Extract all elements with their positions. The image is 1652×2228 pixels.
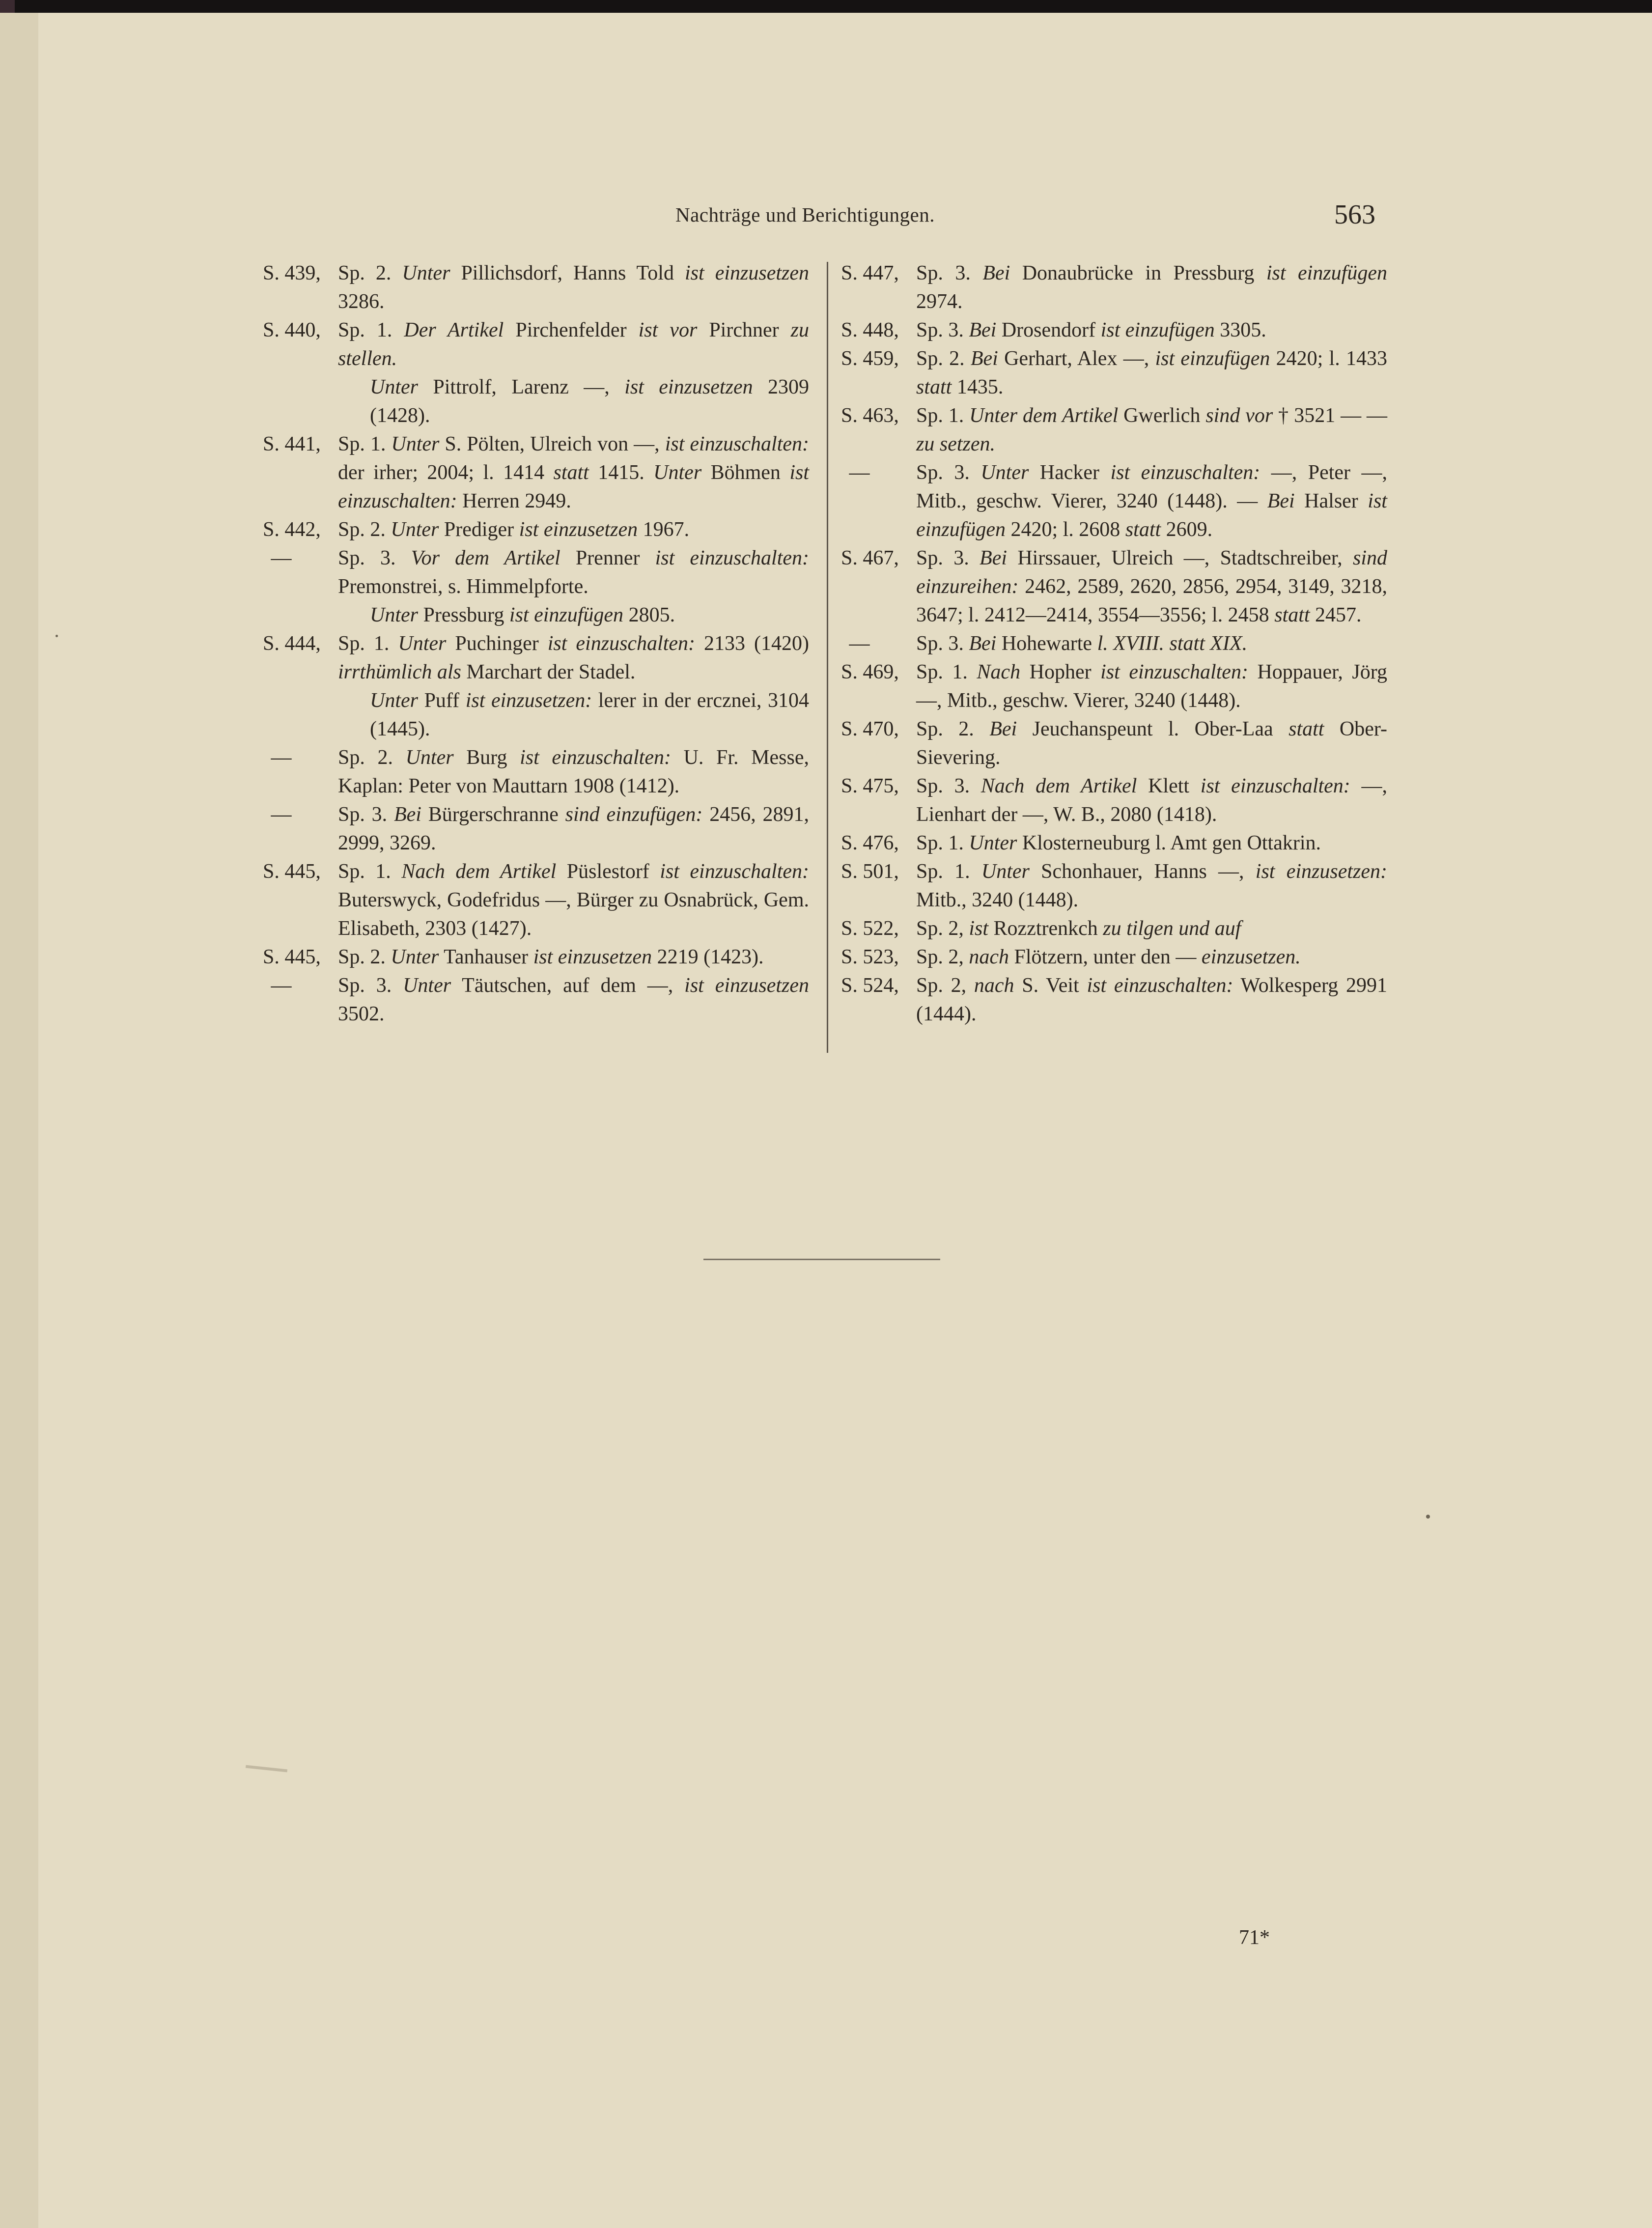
left-column	[263, 259, 809, 1028]
page-reference: S. 448,	[841, 319, 899, 341]
entry-text: Sp. 2. Unter Pillichsdorf, Hanns Told ist einzusetzen 3286.	[338, 262, 809, 313]
page-reference: S. 522,	[841, 917, 899, 940]
page-reference: S. 440,	[263, 319, 321, 341]
entry-text: Sp. 2. Bei Jeuchanspeunt l. Ober-Laa statt Ober-Sievering.	[916, 718, 1387, 769]
erratum-entry	[263, 857, 809, 943]
page-reference: S. 447,	[841, 262, 899, 284]
erratum-entry	[841, 458, 1387, 544]
page-reference: —	[849, 461, 870, 484]
entry-text: Sp. 3. Bei Drosendorf ist einzufügen 3305.	[916, 319, 1266, 341]
page-reference: S. 469,	[841, 661, 899, 683]
signature-mark: 71*	[1239, 1926, 1270, 1949]
entry-text: Sp. 2. Unter Tanhauser ist einzusetzen 2219 (1423).	[338, 946, 764, 968]
entry-text: Sp. 1. Nach dem Artikel Püslestorf ist einzuschalten: Buterswyck, Godefridus —, Bürger zu Osnabrück, Gem. Elisabeth, 2303 (1427).	[338, 860, 809, 940]
erratum-entry	[263, 943, 809, 971]
page-reference: S. 445,	[263, 946, 321, 968]
page-reference: S. 467,	[841, 547, 899, 569]
erratum-entry	[841, 259, 1387, 316]
erratum-entry	[263, 800, 809, 857]
page-reference: —	[271, 746, 292, 769]
page-reference: —	[271, 803, 292, 826]
erratum-entry	[841, 316, 1387, 344]
entry-text: Sp. 1. Unter S. Pölten, Ulreich von —, ist einzuschalten: der irher; 2004; l. 1414 statt 1415. Unter Böhmen ist einzuschalten: Herren 2949.	[338, 433, 810, 512]
page-reference: S. 475,	[841, 775, 899, 797]
entry-text: Sp. 3. Bei Donaubrücke in Pressburg ist einzufügen 2974.	[916, 262, 1387, 313]
entry-text: Sp. 1. Unter Klosterneuburg l. Amt gen Ottakrin.	[916, 832, 1321, 854]
erratum-entry	[841, 544, 1387, 629]
erratum-entry	[841, 629, 1387, 658]
entry-text: Unter Puff ist einzusetzen: lerer in der ercznei, 3104 (1445).	[370, 689, 809, 740]
scan-top-border	[0, 0, 1652, 13]
erratum-entry	[263, 971, 809, 1028]
entry-text: Sp. 3. Vor dem Artikel Prenner ist einzuschalten: Premonstrei, s. Himmelpforte.	[338, 547, 810, 598]
entry-text: Sp. 2. Bei Gerhart, Alex —, ist einzufügen 2420; l. 1433 statt 1435.	[916, 347, 1387, 398]
page-reference: S. 524,	[841, 974, 899, 997]
entry-text: Sp. 1. Nach Hopher ist einzuschalten: Hoppauer, Jörg —, Mitb., geschw. Vierer, 3240 (1448).	[916, 661, 1387, 712]
page-reference: S. 459,	[841, 347, 899, 370]
entry-text: Sp. 2, nach S. Veit ist einzuschalten: Wolkesperg 2991 (1444).	[916, 974, 1387, 1025]
entry-text: Sp. 1. Unter Puchinger ist einzuschalten: 2133 (1420) irrthümlich als Marchart der Stadel.	[338, 632, 810, 683]
page-reference: S. 439,	[263, 262, 321, 284]
page-reference: S. 470,	[841, 718, 899, 740]
page-reference: S. 441,	[263, 433, 321, 455]
erratum-entry	[841, 971, 1387, 1028]
entry-text: Sp. 2, nach Flötzern, unter den — einzusetzen.	[916, 946, 1301, 968]
erratum-entry	[263, 373, 809, 430]
entry-text: Sp. 1. Der Artikel Pirchenfelder ist vor Pirchner zu stellen.	[338, 319, 809, 370]
entry-text: Unter Pressburg ist einzufügen 2805.	[370, 604, 675, 626]
page-reference: S. 476,	[841, 832, 899, 854]
page-reference: —	[271, 974, 292, 997]
entry-text: Sp. 2. Unter Prediger ist einzusetzen 1967.	[338, 518, 690, 541]
erratum-entry	[263, 430, 809, 515]
page-reference: —	[849, 632, 870, 655]
entry-text: Sp. 3. Bei Bürgerschranne sind einzufügen: 2456, 2891, 2999, 3269.	[338, 803, 809, 854]
page-reference: S. 444,	[263, 632, 321, 655]
erratum-entry	[841, 914, 1387, 943]
page-reference: S. 445,	[263, 860, 321, 883]
entry-text: Sp. 2. Unter Burg ist einzuschalten: U. Fr. Messe, Kaplan: Peter von Mauttarn 1908 (1412).	[338, 746, 809, 797]
page-reference: S. 442,	[263, 518, 321, 541]
paper-speck	[1426, 1515, 1430, 1519]
page-reference: S. 463,	[841, 404, 899, 427]
erratum-entry	[263, 544, 809, 601]
entry-text: Sp. 3. Nach dem Artikel Klett ist einzuschalten: —, Lienhart der —, W. B., 2080 (1418).	[916, 775, 1388, 826]
entry-text: Sp. 1. Unter dem Artikel Gwerlich sind vor † 3521 — — zu setzen.	[916, 404, 1388, 455]
erratum-entry	[263, 259, 809, 316]
erratum-entry	[841, 658, 1387, 715]
page-reference: —	[271, 547, 292, 569]
erratum-entry	[263, 316, 809, 373]
page-reference: S. 523,	[841, 946, 899, 968]
entry-text: Sp. 3. Bei Hirssauer, Ulreich —, Stadtschreiber, sind einzureihen: 2462, 2589, 2620, 2856, 2954, 3149, 3218, 3647; l. 2412—2414, 3554—3556; l. 2458 statt 2457.	[916, 547, 1387, 626]
entry-text: Sp. 3. Bei Hohewarte l. XVIII. statt XIX.	[916, 632, 1248, 655]
end-rule	[703, 1259, 940, 1260]
erratum-entry	[263, 601, 809, 629]
page-number: 563	[1334, 199, 1375, 230]
erratum-entry	[841, 344, 1387, 401]
erratum-entry	[841, 857, 1387, 914]
entry-text: Sp. 2, ist Rozztrenkch zu tilgen und auf	[916, 917, 1241, 940]
right-column	[841, 259, 1387, 1028]
entry-text: Unter Pittrolf, Larenz —, ist einzusetzen 2309 (1428).	[370, 376, 809, 427]
page-reference: S. 501,	[841, 860, 899, 883]
erratum-entry	[841, 772, 1387, 829]
running-title: Nachträge und Berichtigungen.	[675, 203, 935, 226]
book-gutter	[0, 13, 38, 2228]
erratum-entry	[841, 715, 1387, 772]
erratum-entry	[841, 401, 1387, 458]
erratum-entry	[263, 515, 809, 544]
erratum-entry	[263, 743, 809, 800]
column-divider	[827, 262, 828, 1053]
erratum-entry	[841, 829, 1387, 857]
erratum-entry	[841, 943, 1387, 971]
erratum-entry	[263, 686, 809, 743]
entry-text: Sp. 3. Unter Täutschen, auf dem —, ist einzusetzen 3502.	[338, 974, 809, 1025]
erratum-entry	[263, 629, 809, 686]
entry-text: Sp. 1. Unter Schonhauer, Hanns —, ist einzusetzen: Mitb., 3240 (1448).	[916, 860, 1388, 911]
entry-text: Sp. 3. Unter Hacker ist einzuschalten: —, Peter —, Mitb., geschw. Vierer, 3240 (1448). — Bei Halser ist einzufügen 2420; l. 2608 statt 2609.	[916, 461, 1388, 541]
paper-speck	[56, 635, 58, 637]
